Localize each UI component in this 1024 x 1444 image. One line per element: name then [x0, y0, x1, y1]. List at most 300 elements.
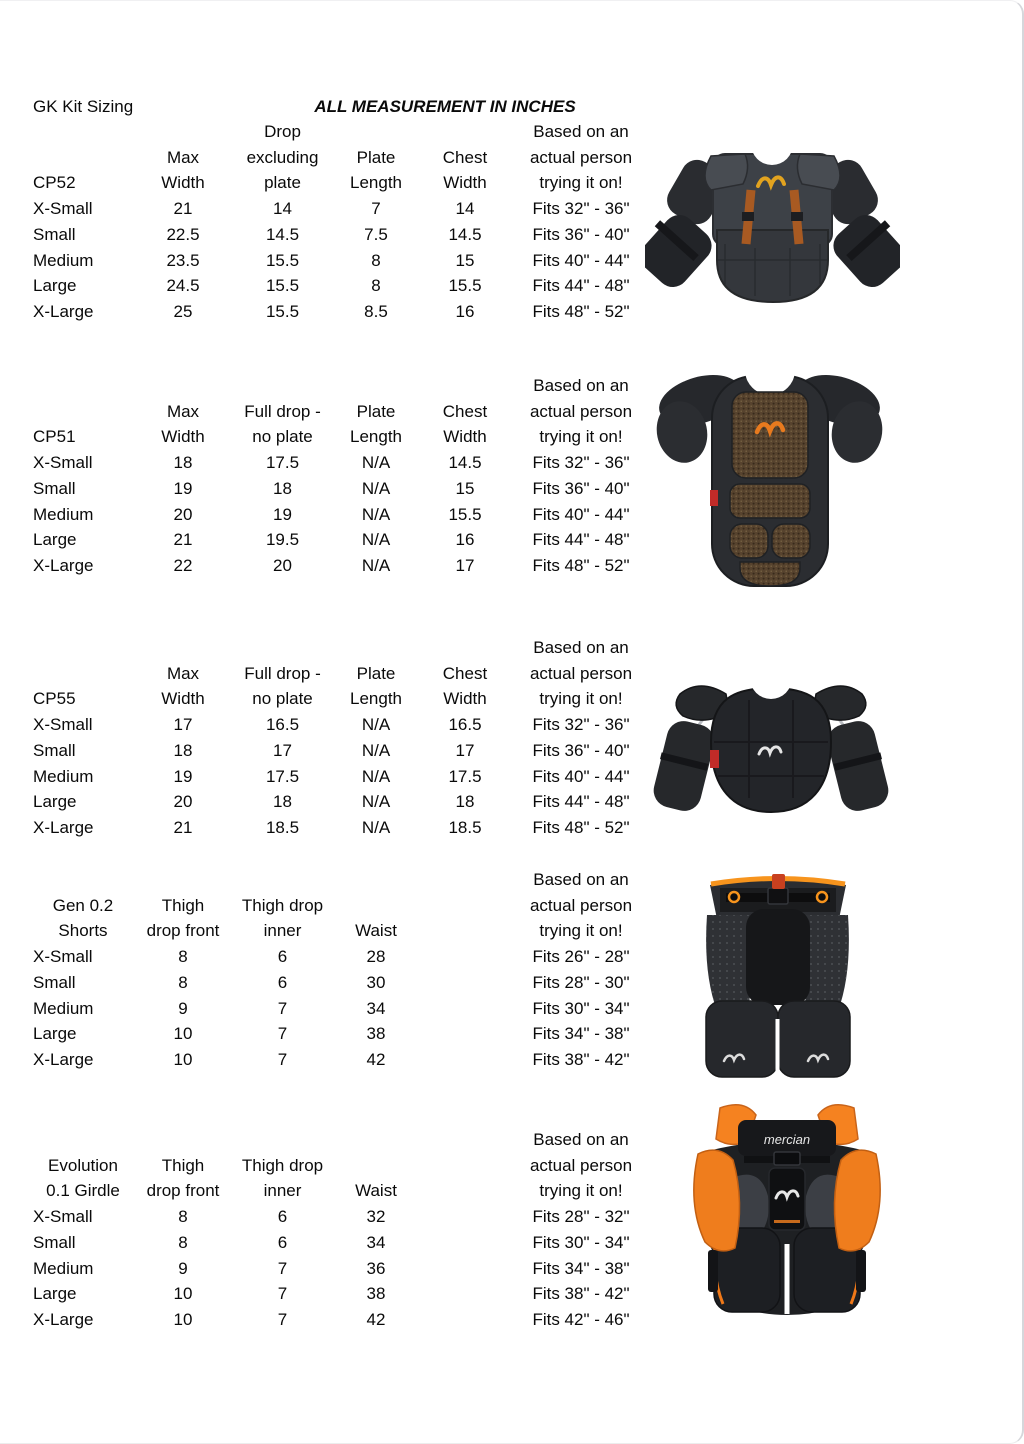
measurement-value: 10: [173, 1049, 193, 1069]
size-label: Large: [33, 1024, 77, 1044]
table-header-row: [33, 918, 660, 944]
size-label: X-Small: [33, 199, 93, 219]
column-header: [233, 635, 332, 661]
column-header: [420, 893, 510, 919]
measurement-value: 17: [455, 555, 475, 575]
measurement-value: 6: [277, 1232, 288, 1252]
fit-range: Fits 30" - 34": [532, 998, 630, 1018]
column-header: inner: [263, 921, 302, 941]
table-row: [33, 553, 660, 579]
measurement-value: 8: [178, 1207, 188, 1227]
table-row: [33, 1204, 660, 1230]
table-header-row: [33, 399, 660, 425]
column-header: Based on an: [533, 638, 629, 657]
measurement-value: 15: [455, 250, 475, 270]
column-header: trying it on!: [539, 921, 623, 941]
cp55-body-armour-illustration: [652, 662, 890, 824]
column-header: Based on an: [533, 1130, 629, 1149]
measurement-value: 17.5: [265, 766, 300, 786]
measurement-value: 24.5: [166, 276, 200, 296]
fit-range: Fits 34" - 38": [532, 1024, 630, 1044]
column-header: Thigh: [161, 895, 205, 915]
measurement-value: 21: [173, 199, 193, 219]
table-header-row: [33, 635, 660, 661]
measurement-value: 18.5: [448, 817, 482, 837]
measurement-value: 7: [277, 1049, 288, 1069]
column-header: Length: [350, 689, 402, 709]
table-row: [33, 996, 660, 1022]
measurement-value: 7: [277, 1258, 288, 1278]
fit-range: Fits 44" - 48": [532, 792, 630, 812]
size-label: Medium: [33, 998, 94, 1018]
cp55-red-tag: [710, 750, 719, 768]
column-header: [233, 867, 332, 893]
measurement-value: 8.5: [364, 301, 388, 321]
measurement-value: 7: [277, 998, 288, 1018]
column-header: Chest: [442, 401, 488, 421]
measurement-value: [420, 1230, 510, 1256]
column-header: Plate: [356, 663, 396, 683]
product-name: 0.1 Girdle: [46, 1181, 120, 1201]
fit-range: Fits 32" - 36": [532, 715, 630, 735]
table-row: [33, 1256, 660, 1282]
column-header: [133, 119, 233, 145]
measurement-value: N/A: [361, 715, 391, 735]
column-header: Chest: [442, 147, 488, 167]
column-header: Thigh drop: [241, 1155, 324, 1175]
column-header: Max: [166, 401, 200, 421]
measurement-value: 22.5: [166, 224, 200, 244]
evolution01-girdle-illustration: [682, 1102, 892, 1320]
measurement-value: 14.5: [448, 453, 482, 473]
column-header: [133, 867, 233, 893]
column-header: [420, 119, 510, 145]
measurement-value: 15.5: [265, 301, 300, 321]
size-label: X-Large: [33, 1309, 94, 1329]
size-label: X-Small: [33, 453, 93, 473]
column-header: [332, 1127, 420, 1153]
cp51-red-tag: [710, 490, 718, 506]
product-name: CP51: [33, 427, 76, 447]
fit-range: Fits 44" - 48": [532, 276, 630, 296]
measurement-value: 18: [173, 453, 193, 473]
measurement-value: 20: [173, 792, 193, 812]
measurement-value: 8: [178, 1232, 188, 1252]
sizing-table-cp52: [33, 119, 660, 325]
fit-range: Fits 38" - 42": [532, 1284, 630, 1304]
table-header-row: [33, 119, 660, 145]
measurement-note: ALL MEASUREMENT IN INCHES: [314, 97, 576, 116]
fit-range: Fits 34" - 38": [532, 1258, 630, 1278]
measurement-value: 22: [173, 555, 193, 575]
sizing-table-gen02-shorts: [33, 867, 660, 1073]
table-row: [33, 944, 660, 970]
measurement-value: 42: [366, 1049, 386, 1069]
table-header-row: [33, 1127, 660, 1153]
table-header-row: [33, 170, 660, 196]
measurement-value: 18: [455, 792, 475, 812]
table-header-row: [33, 1153, 660, 1179]
measurement-value: 7: [371, 199, 381, 219]
product-name: CP55: [33, 689, 76, 709]
measurement-value: N/A: [361, 766, 391, 786]
fit-range: Fits 30" - 34": [532, 1232, 630, 1252]
column-header: Plate: [356, 401, 396, 421]
measurement-value: 18: [273, 478, 292, 498]
column-header: actual person: [529, 401, 633, 421]
column-header: drop front: [146, 1181, 220, 1201]
measurement-value: 7.5: [364, 224, 388, 244]
cp52-product-image: [645, 132, 900, 317]
product-name: Gen 0.2: [52, 895, 114, 915]
column-header: excluding: [246, 147, 319, 167]
column-header: actual person: [529, 895, 633, 915]
product-name: [33, 635, 133, 661]
cp51-chest-protector-illustration: [652, 362, 887, 592]
table-header-row: [33, 867, 660, 893]
column-header: Drop: [264, 122, 301, 141]
evolution01-girdle-product-image: [682, 1102, 892, 1320]
column-header: [233, 1127, 332, 1153]
measurement-value: 18.5: [265, 817, 300, 837]
measurement-value: N/A: [361, 792, 391, 812]
size-label: Large: [33, 276, 77, 296]
measurement-value: [420, 1204, 510, 1230]
column-header: [332, 119, 420, 145]
table-row: [33, 712, 660, 738]
measurement-value: N/A: [361, 504, 391, 524]
table-row: [33, 738, 660, 764]
column-header: [332, 893, 420, 919]
column-header: [332, 635, 420, 661]
table-row: [33, 273, 660, 299]
gen02-shorts-illustration: [690, 871, 865, 1083]
size-label: Medium: [33, 766, 94, 786]
column-header: Full drop -: [244, 401, 321, 421]
measurement-value: 14.5: [265, 224, 300, 244]
fit-range: Fits 32" - 36": [532, 453, 630, 473]
size-label: Large: [33, 792, 77, 812]
column-header: [420, 1178, 510, 1204]
measurement-value: 21: [173, 817, 193, 837]
sizing-table-cp51: [33, 373, 660, 579]
column-header: [420, 373, 510, 399]
measurement-value: 7: [277, 1284, 288, 1304]
column-header: trying it on!: [539, 427, 623, 447]
measurement-value: 8: [178, 972, 188, 992]
cp51-product-image: [652, 362, 887, 592]
measurement-value: 16: [455, 530, 475, 550]
size-label: X-Small: [33, 1207, 93, 1227]
page-title: GK Kit Sizing: [33, 97, 134, 116]
measurement-value: 36: [366, 1258, 386, 1278]
measurement-value: 20: [173, 504, 193, 524]
measurement-value: 19: [273, 504, 292, 524]
product-name: [33, 399, 133, 425]
measurement-value: 14: [273, 199, 292, 219]
column-header: Width: [443, 427, 487, 447]
column-header: drop front: [146, 921, 220, 941]
product-name: [33, 145, 133, 171]
product-name: [33, 373, 133, 399]
measurement-value: 8: [371, 250, 381, 270]
size-label: Small: [33, 972, 76, 992]
measurement-value: 21: [173, 530, 193, 550]
product-name: CP52: [33, 173, 76, 193]
fit-range: Fits 38" - 42": [532, 1049, 630, 1069]
measurement-value: 6: [277, 1207, 288, 1227]
table-row: [33, 196, 660, 222]
column-header: trying it on!: [539, 689, 623, 709]
fit-range: Fits 36" - 40": [532, 740, 630, 760]
column-header: [133, 373, 233, 399]
measurement-value: [420, 970, 510, 996]
size-label: Small: [33, 740, 76, 760]
size-label: Medium: [33, 504, 94, 524]
table-row: [33, 789, 660, 815]
measurement-value: 16.5: [448, 715, 482, 735]
size-label: Large: [33, 530, 77, 550]
table-row: [33, 764, 660, 790]
table-header-row: [33, 1178, 660, 1204]
column-header: Width: [443, 689, 487, 709]
table-row: [33, 1230, 660, 1256]
size-label: Medium: [33, 250, 94, 270]
fit-range: Fits 28" - 30": [532, 972, 630, 992]
measurement-value: 15.5: [265, 276, 300, 296]
measurement-value: 10: [173, 1309, 193, 1329]
column-header: [420, 635, 510, 661]
table-header-row: [33, 686, 660, 712]
fit-range: Fits 48" - 52": [532, 817, 630, 837]
size-label: Small: [33, 478, 76, 498]
column-header: trying it on!: [539, 1181, 623, 1201]
measurement-value: 17.5: [448, 766, 482, 786]
product-name: [33, 867, 133, 893]
measurement-value: 28: [366, 947, 386, 967]
fit-range: Fits 48" - 52": [532, 555, 630, 575]
measurement-value: 19: [173, 478, 193, 498]
table-header-row: [33, 373, 660, 399]
fit-range: Fits 36" - 40": [532, 478, 630, 498]
column-header: plate: [264, 173, 301, 193]
column-header: Width: [161, 689, 205, 709]
table-row: [33, 1021, 660, 1047]
size-label: X-Large: [33, 555, 94, 575]
fit-range: Fits 28" - 32": [532, 1207, 630, 1227]
measurement-value: N/A: [361, 530, 391, 550]
measurement-value: 15: [455, 478, 475, 498]
measurement-value: [420, 1256, 510, 1282]
measurement-value: 15.5: [448, 504, 482, 524]
fit-range: Fits 48" - 52": [532, 301, 630, 321]
size-label: Small: [33, 224, 76, 244]
table-row: [33, 502, 660, 528]
measurement-value: 19: [173, 766, 193, 786]
measurement-value: 14.5: [448, 224, 482, 244]
column-header: Max: [166, 147, 200, 167]
table-row: [33, 1281, 660, 1307]
sizing-table-evolution01-girdle: [33, 1127, 660, 1333]
measurement-value: 8: [178, 947, 188, 967]
measurement-value: 30: [366, 972, 386, 992]
table-row: [33, 527, 660, 553]
table-header-row: [33, 424, 660, 450]
cp52-body-armour-illustration: [645, 132, 900, 317]
measurement-value: 20: [273, 555, 292, 575]
table-row: [33, 299, 660, 325]
table-header-row: [33, 661, 660, 687]
measurement-value: [420, 1307, 510, 1333]
fit-range: Fits 26" - 28": [532, 947, 630, 967]
measurement-value: N/A: [361, 555, 391, 575]
column-header: Width: [161, 427, 205, 447]
size-label: X-Small: [33, 947, 93, 967]
measurement-value: 15.5: [448, 276, 482, 296]
measurement-value: 6: [277, 972, 288, 992]
measurement-value: [420, 1281, 510, 1307]
measurement-value: [420, 1021, 510, 1047]
size-label: X-Large: [33, 817, 94, 837]
table-row: [33, 970, 660, 996]
measurement-value: N/A: [361, 453, 391, 473]
table-header-row: [33, 145, 660, 171]
size-label: Small: [33, 1232, 76, 1252]
column-header: [332, 867, 420, 893]
measurement-value: [420, 1047, 510, 1073]
mercian-brand-text: mercian: [763, 1132, 811, 1147]
size-label: Large: [33, 1284, 77, 1304]
table-row: [33, 450, 660, 476]
column-header: Length: [350, 427, 402, 447]
fit-range: Fits 44" - 48": [532, 530, 630, 550]
fit-range: Fits 42" - 46": [532, 1309, 630, 1329]
fit-range: Fits 40" - 44": [532, 250, 630, 270]
size-label: X-Small: [33, 715, 93, 735]
table-row: [33, 1307, 660, 1333]
column-header: [420, 867, 510, 893]
column-header: [133, 1127, 233, 1153]
column-header: Based on an: [533, 122, 629, 141]
column-header: no plate: [252, 689, 313, 709]
column-header: Max: [166, 663, 200, 683]
column-header: Width: [443, 173, 487, 193]
measurement-value: 7: [277, 1309, 288, 1329]
column-header: [332, 373, 420, 399]
measurement-value: 17: [455, 740, 475, 760]
measurement-value: 25: [173, 301, 193, 321]
column-header: actual person: [529, 1155, 633, 1175]
measurement-value: 14: [455, 199, 475, 219]
measurement-value: 16: [455, 301, 475, 321]
measurement-value: 15.5: [265, 250, 300, 270]
measurement-value: [420, 944, 510, 970]
column-header: [420, 918, 510, 944]
measurement-value: 18: [273, 792, 292, 812]
column-header: [133, 635, 233, 661]
size-label: X-Large: [33, 301, 94, 321]
table-row: [33, 815, 660, 841]
measurement-value: 10: [173, 1284, 193, 1304]
measurement-value: 9: [178, 998, 188, 1018]
measurement-value: 19.5: [265, 530, 300, 550]
column-header: Waist: [355, 921, 397, 941]
measurement-value: 6: [277, 947, 288, 967]
column-header: [420, 1153, 510, 1179]
measurement-value: 34: [366, 998, 386, 1018]
measurement-value: 42: [366, 1309, 386, 1329]
measurement-value: 32: [366, 1207, 386, 1227]
measurement-value: 10: [173, 1024, 193, 1044]
column-header: Chest: [442, 663, 488, 683]
fit-range: Fits 32" - 36": [532, 199, 630, 219]
column-header: Based on an: [533, 870, 629, 889]
table-header-row: [33, 893, 660, 919]
product-name: [33, 119, 133, 145]
measurement-value: 17: [273, 740, 292, 760]
fit-range: Fits 40" - 44": [532, 504, 630, 524]
column-header: Width: [161, 173, 205, 193]
column-header: [332, 1153, 420, 1179]
column-header: inner: [263, 1181, 302, 1201]
gen02-shorts-product-image: [690, 871, 865, 1083]
measurement-value: 38: [366, 1024, 386, 1044]
table-row: [33, 248, 660, 274]
size-label: Medium: [33, 1258, 94, 1278]
column-header: actual person: [529, 147, 633, 167]
column-header: actual person: [529, 663, 633, 683]
table-row: [33, 1047, 660, 1073]
measurement-value: N/A: [361, 740, 391, 760]
table-row: [33, 222, 660, 248]
measurement-value: 8: [371, 276, 381, 296]
column-header: Length: [350, 173, 402, 193]
measurement-value: 38: [366, 1284, 386, 1304]
product-name: [33, 661, 133, 687]
cp55-product-image: [652, 662, 890, 824]
measurement-value: 23.5: [166, 250, 200, 270]
size-label: X-Large: [33, 1049, 94, 1069]
measurement-value: 17: [173, 715, 193, 735]
column-header: Waist: [355, 1181, 397, 1201]
column-header: Plate: [356, 147, 396, 167]
column-header: Full drop -: [244, 663, 321, 683]
product-name: Evolution: [48, 1155, 118, 1175]
measurement-value: 16.5: [265, 715, 300, 735]
measurement-value: N/A: [361, 478, 391, 498]
column-header: [233, 373, 332, 399]
product-name: Shorts: [58, 921, 108, 941]
measurement-value: 9: [178, 1258, 188, 1278]
column-header: Thigh drop: [241, 895, 324, 915]
column-header: [420, 1127, 510, 1153]
fit-range: Fits 36" - 40": [532, 224, 630, 244]
column-header: no plate: [252, 427, 313, 447]
column-header: Thigh: [161, 1155, 205, 1175]
measurement-value: 7: [277, 1024, 288, 1044]
fit-range: Fits 40" - 44": [532, 766, 630, 786]
sizing-table-cp55: [33, 635, 660, 841]
measurement-value: 17.5: [265, 453, 300, 473]
column-header: Based on an: [533, 376, 629, 395]
column-header: trying it on!: [539, 173, 623, 193]
measurement-value: 34: [366, 1232, 386, 1252]
measurement-value: [420, 996, 510, 1022]
measurement-value: N/A: [361, 817, 391, 837]
product-name: [33, 1127, 133, 1153]
measurement-value: 18: [173, 740, 193, 760]
table-row: [33, 476, 660, 502]
